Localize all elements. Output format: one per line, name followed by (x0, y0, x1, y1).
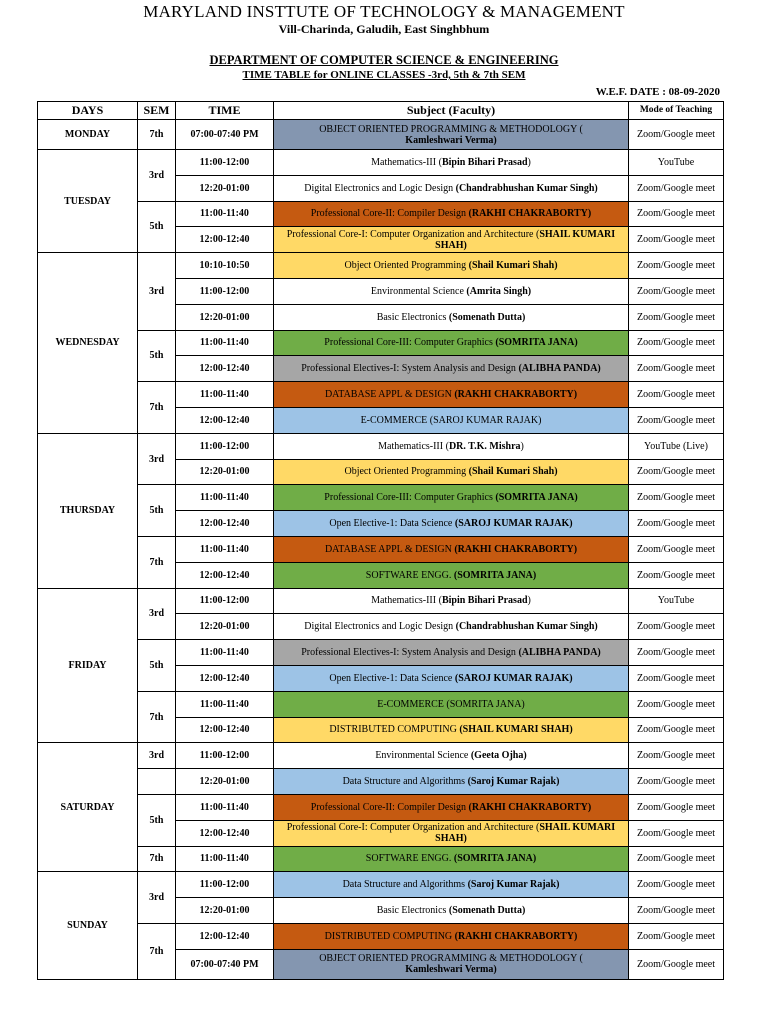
subject-cell (274, 717, 629, 743)
mode-cell: Zoom/Google meet (629, 820, 724, 846)
subject-name: Object Oriented Programming (344, 260, 469, 272)
sem-cell: 7th (138, 923, 176, 979)
mode-cell: Zoom/Google meet (629, 330, 724, 356)
mode-cell: Zoom/Google meet (629, 614, 724, 640)
table-row (38, 923, 724, 949)
faculty-name: Bipin Bihari Prasad (441, 156, 528, 168)
subject-name: Basic Electronics (376, 905, 449, 916)
sem-cell: 5th (138, 201, 176, 253)
faculty-name: (Chandrabhushan Kumar Singh) (455, 182, 598, 194)
mode-cell: YouTube (629, 150, 724, 176)
mode-cell: YouTube (629, 588, 724, 614)
faculty-name: (SOMRITA JANA) (495, 492, 578, 504)
sem-cell: 3rd (138, 150, 176, 202)
table-row (38, 794, 724, 820)
faculty-name: (Amrita Singh) (466, 285, 532, 297)
time-cell: 11:00-12:00 (176, 872, 274, 898)
subject-cell (274, 536, 629, 562)
subject-name: DISTRIBUTED COMPUTING (324, 930, 455, 942)
time-cell: 11:00-11:40 (176, 536, 274, 562)
faculty-name: (SOMRITA JANA) (495, 337, 578, 349)
institute-address: Vill-Charinda, Galudih, East Singhbhum (278, 22, 490, 36)
subject-cell (274, 278, 629, 304)
mode-cell: Zoom/Google meet (629, 872, 724, 898)
institute-name: MARYLAND INSTTUTE OF TECHNOLOGY & MANAGEMENT (143, 2, 625, 21)
subject-name: DATABASE APPL & DESIGN (324, 543, 455, 555)
subject-cell (274, 382, 629, 408)
table-row (38, 846, 724, 872)
subject-cell (274, 691, 629, 717)
subject-name: Mathematics-III ( (378, 440, 449, 452)
subject-cell (274, 485, 629, 511)
subject-name: Professional Electives-I: System Analysis and Design (301, 363, 519, 375)
sem-cell: 3rd (138, 588, 176, 640)
subject-name: Environmental Science (370, 285, 467, 297)
subject-cell (274, 923, 629, 949)
table-row (38, 536, 724, 562)
subject-name: Basic Electronics (376, 311, 449, 323)
subject-cell (274, 253, 629, 279)
mode-cell: Zoom/Google meet (629, 485, 724, 511)
faculty-name: (SOMRITA JANA) (453, 853, 537, 865)
col-header-sem: SEM (138, 102, 176, 120)
subject-cell (274, 614, 629, 640)
subject-cell (274, 562, 629, 588)
mode-cell: Zoom/Google meet (629, 665, 724, 691)
table-row (38, 382, 724, 408)
faculty-name: (RAKHI CHAKRABORTY) (468, 801, 592, 813)
subject-name: OBJECT ORIENTED PROGRAMMING & METHODOLOGY ( (319, 123, 583, 135)
sem-cell (138, 769, 176, 795)
faculty-name: (SAROJ KUMAR RAJAK) (454, 672, 573, 684)
time-cell: 11:00-11:40 (176, 691, 274, 717)
mode-cell: Zoom/Google meet (629, 253, 724, 279)
col-header-days: DAYS (38, 102, 138, 120)
mode-cell: Zoom/Google meet (629, 356, 724, 382)
mode-cell: Zoom/Google meet (629, 640, 724, 666)
mode-cell: YouTube (Live) (629, 433, 724, 459)
time-cell: 12:00-12:40 (176, 227, 274, 253)
timetable-body (38, 120, 724, 980)
sem-cell: 5th (138, 330, 176, 382)
time-cell: 12:20-01:00 (176, 898, 274, 924)
subject-cell (274, 898, 629, 924)
subject-cell (274, 820, 629, 846)
faculty-name: (Shail Kumari Shah) (468, 466, 558, 478)
subject-cell (274, 304, 629, 330)
sem-cell: 3rd (138, 253, 176, 330)
mode-cell: Zoom/Google meet (629, 743, 724, 769)
subject-name: Object Oriented Programming (344, 466, 469, 478)
department-name: DEPARTMENT OF COMPUTER SCIENCE & ENGINEERING (209, 53, 559, 67)
sem-cell: 3rd (138, 433, 176, 485)
time-cell: 12:00-12:40 (176, 511, 274, 537)
time-cell: 11:00-11:40 (176, 640, 274, 666)
timetable-title: TIME TABLE for ONLINE CLASSES -3rd, 5th & 7th SEM (242, 69, 526, 81)
subject-name: SOFTWARE ENGG. (365, 853, 454, 865)
faculty-name: (ALIBHA PANDA) (518, 647, 601, 659)
day-cell: FRIDAY (38, 588, 138, 743)
faculty-name: (Geeta Ojha) (470, 750, 527, 762)
faculty-name: (Chandrabhushan Kumar Singh) (455, 621, 598, 633)
subject-name: E-COMMERCE (SOMRITA JANA) (377, 698, 525, 710)
time-cell: 11:00-11:40 (176, 794, 274, 820)
sem-cell: 3rd (138, 872, 176, 924)
subject-name: Digital Electronics and Logic Design (304, 621, 456, 633)
time-cell: 11:00-11:40 (176, 201, 274, 227)
faculty-name: DR. T.K. Mishra (448, 440, 521, 452)
time-cell: 11:00-12:00 (176, 433, 274, 459)
table-row (38, 253, 724, 279)
mode-cell: Zoom/Google meet (629, 304, 724, 330)
time-cell: 12:20-01:00 (176, 175, 274, 201)
subject-cell (274, 356, 629, 382)
time-cell: 11:00-11:40 (176, 382, 274, 408)
col-header-mode: Mode of Teaching (629, 102, 724, 120)
mode-cell: Zoom/Google meet (629, 201, 724, 227)
subject-cell (274, 227, 629, 253)
mode-cell: Zoom/Google meet (629, 846, 724, 872)
day-cell: SUNDAY (38, 872, 138, 979)
subject-name: Open Elective-1: Data Science (329, 518, 455, 530)
table-row (38, 769, 724, 795)
faculty-name: (RAKHI CHAKRABORTY) (454, 389, 578, 401)
time-cell: 12:00-12:40 (176, 562, 274, 588)
sem-cell: 7th (138, 382, 176, 434)
faculty-name: (Saroj Kumar Rajak) (467, 776, 560, 788)
subject-name: DISTRIBUTED COMPUTING (329, 724, 460, 736)
mode-cell: Zoom/Google meet (629, 717, 724, 743)
time-cell: 11:00-12:00 (176, 743, 274, 769)
subject-name: Data Structure and Algorithms (342, 879, 468, 891)
subject-cell (274, 665, 629, 691)
mode-cell: Zoom/Google meet (629, 382, 724, 408)
col-header-subject: Subject (Faculty) (274, 102, 629, 120)
sem-cell: 5th (138, 640, 176, 692)
subject-name: Professional Core-III: Computer Graphics (324, 337, 496, 349)
faculty-name: (SHAIL KUMARI SHAH) (459, 724, 573, 736)
mode-cell: Zoom/Google meet (629, 949, 724, 979)
subject-cell (274, 794, 629, 820)
faculty-name: Bipin Bihari Prasad (441, 595, 528, 607)
mode-cell: Zoom/Google meet (629, 536, 724, 562)
faculty-name: (ALIBHA PANDA) (518, 363, 601, 375)
subject-tail: ) (527, 156, 531, 168)
sem-cell: 7th (138, 691, 176, 743)
subject-cell (274, 201, 629, 227)
table-row (38, 640, 724, 666)
subject-name: Professional Core-III: Computer Graphics (324, 492, 496, 504)
time-cell: 12:00-12:40 (176, 665, 274, 691)
faculty-name: (Somenath Dutta) (448, 311, 526, 323)
time-cell: 11:00-12:00 (176, 278, 274, 304)
subject-name: Digital Electronics and Logic Design (304, 182, 456, 194)
subject-name: Professional Core-I: Computer Organization and Architecture ( (286, 228, 540, 240)
time-cell: 12:20-01:00 (176, 614, 274, 640)
time-cell: 10:10-10:50 (176, 253, 274, 279)
subject-name: SOFTWARE ENGG. (365, 569, 454, 581)
subject-name: OBJECT ORIENTED PROGRAMMING & METHODOLOGY ( (319, 953, 583, 965)
mode-cell: Zoom/Google meet (629, 227, 724, 253)
time-cell: 12:00-12:40 (176, 717, 274, 743)
table-row (38, 485, 724, 511)
faculty-name: Kamleshwari Verma) (405, 134, 497, 146)
time-cell: 12:20-01:00 (176, 769, 274, 795)
mode-cell: Zoom/Google meet (629, 459, 724, 485)
time-cell: 12:00-12:40 (176, 923, 274, 949)
subject-cell (274, 769, 629, 795)
subject-cell (274, 120, 629, 150)
table-row (38, 743, 724, 769)
table-row (38, 120, 724, 150)
mode-cell: Zoom/Google meet (629, 407, 724, 433)
subject-cell (274, 175, 629, 201)
subject-name: E-COMMERCE (SAROJ KUMAR RAJAK) (360, 414, 542, 426)
subject-name: Data Structure and Algorithms (342, 776, 468, 788)
sem-cell: 7th (138, 120, 176, 150)
subject-cell (274, 872, 629, 898)
table-row (38, 872, 724, 898)
mode-cell: Zoom/Google meet (629, 691, 724, 717)
time-cell: 12:20-01:00 (176, 304, 274, 330)
col-header-time: TIME (176, 102, 274, 120)
sem-cell: 7th (138, 846, 176, 872)
table-row (38, 330, 724, 356)
time-cell: 11:00-12:00 (176, 588, 274, 614)
subject-name: Professional Core-II: Compiler Design (310, 801, 469, 813)
table-row (38, 150, 724, 176)
faculty-name: (RAKHI CHAKRABORTY) (454, 930, 578, 942)
header-row (38, 102, 724, 120)
mode-cell: Zoom/Google meet (629, 769, 724, 795)
faculty-name: SHAIL KUMARI SHAH) (435, 228, 616, 251)
time-cell: 11:00-11:40 (176, 485, 274, 511)
faculty-name: Kamleshwari Verma) (405, 964, 497, 976)
time-cell: 11:00-12:00 (176, 150, 274, 176)
time-cell: 07:00-07:40 PM (176, 949, 274, 979)
subject-cell (274, 433, 629, 459)
sem-cell: 3rd (138, 743, 176, 769)
faculty-name: (RAKHI CHAKRABORTY) (454, 543, 578, 555)
mode-cell: Zoom/Google meet (629, 175, 724, 201)
mode-cell: Zoom/Google meet (629, 898, 724, 924)
mode-cell: Zoom/Google meet (629, 120, 724, 150)
faculty-name: (RAKHI CHAKRABORTY) (468, 208, 592, 220)
faculty-name: (Shail Kumari Shah) (468, 260, 558, 272)
subject-cell (274, 588, 629, 614)
time-cell: 11:00-11:40 (176, 330, 274, 356)
time-cell: 11:00-11:40 (176, 846, 274, 872)
subject-tail: ) (520, 440, 524, 452)
subject-cell (274, 330, 629, 356)
faculty-name: (SAROJ KUMAR RAJAK) (454, 518, 573, 530)
day-cell: SATURDAY (38, 743, 138, 872)
faculty-name: (Saroj Kumar Rajak) (467, 879, 560, 891)
table-row (38, 588, 724, 614)
wef-date: W.E.F. DATE : 08-09-2020 (595, 86, 720, 98)
mode-cell: Zoom/Google meet (629, 511, 724, 537)
subject-name: DATABASE APPL & DESIGN (324, 389, 455, 401)
time-cell: 07:00-07:40 PM (176, 120, 274, 150)
time-cell: 12:00-12:40 (176, 820, 274, 846)
sem-cell: 5th (138, 794, 176, 846)
table-row (38, 433, 724, 459)
day-cell: TUESDAY (38, 150, 138, 253)
subject-name: Open Elective-1: Data Science (329, 672, 455, 684)
mode-cell: Zoom/Google meet (629, 794, 724, 820)
subject-name: Mathematics-III ( (371, 156, 442, 168)
sem-cell: 5th (138, 485, 176, 537)
timetable (37, 101, 724, 980)
subject-name: Professional Core-II: Compiler Design (310, 208, 469, 220)
subject-cell (274, 743, 629, 769)
subject-cell (274, 459, 629, 485)
subject-tail: ) (527, 595, 531, 607)
day-cell: THURSDAY (38, 433, 138, 588)
time-cell: 12:20-01:00 (176, 459, 274, 485)
subject-name: Professional Core-I: Computer Organization and Architecture ( (286, 822, 540, 834)
day-cell: WEDNESDAY (38, 253, 138, 434)
subject-cell (274, 846, 629, 872)
mode-cell: Zoom/Google meet (629, 923, 724, 949)
mode-cell: Zoom/Google meet (629, 278, 724, 304)
subject-name: Environmental Science (375, 750, 471, 762)
table-row (38, 691, 724, 717)
subject-cell (274, 640, 629, 666)
subject-name: Professional Electives-I: System Analysis and Design (301, 647, 519, 659)
subject-cell (274, 407, 629, 433)
subject-cell (274, 949, 629, 979)
sem-cell: 7th (138, 536, 176, 588)
time-cell: 12:00-12:40 (176, 407, 274, 433)
day-cell: MONDAY (38, 120, 138, 150)
faculty-name: SHAIL KUMARI SHAH) (435, 822, 616, 845)
faculty-name: (SOMRITA JANA) (453, 569, 537, 581)
faculty-name: (Somenath Dutta) (448, 905, 526, 916)
table-row (38, 201, 724, 227)
time-cell: 12:00-12:40 (176, 356, 274, 382)
subject-name: Mathematics-III ( (371, 595, 442, 607)
subject-cell (274, 150, 629, 176)
mode-cell: Zoom/Google meet (629, 562, 724, 588)
subject-cell (274, 511, 629, 537)
